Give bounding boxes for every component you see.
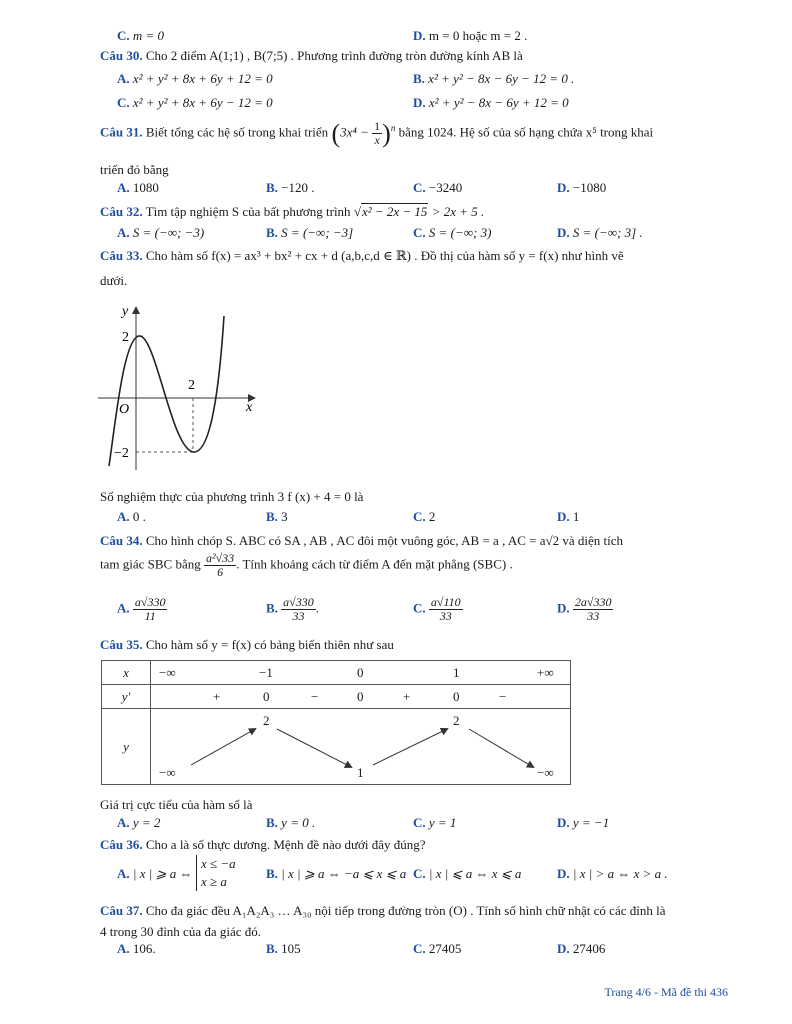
q34-option-c: C. $\frac{a√110}{33}$ xyxy=(413,595,461,623)
sign: 0 xyxy=(263,689,270,704)
row-yp-signs xyxy=(151,685,571,709)
variation-table xyxy=(101,660,571,785)
row-y-label: y xyxy=(102,709,151,785)
q30-option-a: A. x² + y² + 8x + 6y + 12 = 0 xyxy=(117,71,273,86)
q34-option-a: A. $\frac{a√330}{11}$ xyxy=(117,595,166,623)
q35-option-c: C. y = 1 xyxy=(413,815,457,830)
sign: − xyxy=(311,689,319,704)
q32-stem: Câu 32. Tìm tập nghiệm S của bất phương trình √x² − 2x − 15 > 2x + 5 . xyxy=(100,204,485,219)
row-x-label: x xyxy=(102,661,151,685)
q33-option-b: B. 3 xyxy=(266,509,288,524)
y-val: 1 xyxy=(357,765,364,780)
q37-stem-line2: 4 trong 30 đỉnh của đa giác đó. xyxy=(100,924,262,939)
sign: + xyxy=(403,689,411,704)
q32-option-b: B. S = (−∞; −3] xyxy=(266,225,354,240)
x-val: 1 xyxy=(453,665,460,680)
q36-stem: Câu 36. Cho a là số thực dương. Mệnh đề nào dưới đây đúng? xyxy=(100,837,426,852)
q33-option-d: D. 1 xyxy=(557,509,580,524)
q35-stem: Câu 35. Cho hàm số y = f(x) có bảng biến thiên như sau xyxy=(100,637,394,652)
arrow-up xyxy=(373,729,447,765)
q31-option-c: C. −3240 xyxy=(413,180,463,195)
q29-option-c: C. m = 0 xyxy=(117,28,165,43)
row-x-values xyxy=(151,661,571,685)
arrow-down xyxy=(277,729,351,767)
row-y-values xyxy=(151,709,571,785)
origin-label: O xyxy=(119,402,130,417)
q34-stem-line2: tam giác SBC bằng $\frac{\text{a²√33}}{6}$ . Tính khoảng cách từ điểm A đến mặt phẳng (SBC) . xyxy=(100,551,513,579)
q33-option-a: A. 0 . xyxy=(117,509,146,524)
q37-option-a: A. 106. xyxy=(117,941,156,956)
q36-option-c: C. | x | ⩽ a ⇔ x ⩽ a xyxy=(413,866,522,881)
page-footer: Trang 4/6 - Mã đề thi 436 xyxy=(604,985,728,999)
q33-stem-line2: dưới. xyxy=(100,273,128,288)
arrow-up xyxy=(191,729,255,765)
q36-option-a-cases: x ≤ −a x ≥ a xyxy=(196,855,236,891)
x-val: −∞ xyxy=(159,665,176,680)
q30-option-c: C. x² + y² + 8x + 6y − 12 = 0 xyxy=(117,95,273,110)
y-val: −∞ xyxy=(159,765,176,780)
cubic-graph xyxy=(96,298,264,473)
q34-option-d: D. $\frac{2a√330}{33}$ xyxy=(557,595,612,623)
sign: 0 xyxy=(357,689,364,704)
q36-option-b: B. | x | ⩾ a ⇔ −a ⩽ x ⩽ a xyxy=(266,866,407,881)
q31-option-a: A. 1080 xyxy=(117,180,159,195)
x-val: −1 xyxy=(259,665,273,680)
q33-stem: Câu 33. Cho hàm số f(x) = ax³ + bx² + cx + d (a,b,c,d ∈ ℝ) . Đồ thị của hàm số y = f(x) như hình vẽ xyxy=(100,248,624,263)
y-axis-label: y xyxy=(122,304,129,319)
q34-option-b: B. $\frac{a√330}{33}$ . xyxy=(266,595,320,623)
y-val: 2 xyxy=(453,713,460,728)
x-val: +∞ xyxy=(537,665,554,680)
sign: + xyxy=(213,689,221,704)
q31-option-d: D. −1080 xyxy=(557,180,607,195)
q36-option-d: D. | x | > a ⇔ x > a . xyxy=(557,866,668,881)
row-yp-label: y′ xyxy=(102,685,151,709)
q36-option-a: A. | x | ⩾ a ⇔ xyxy=(117,866,193,881)
q37-option-d: D. 27406 xyxy=(557,941,606,956)
q34-stem: Câu 34. Cho hình chóp S. ABC có SA , AB , AC đôi một vuông góc, AB = a , AC = a√2 và diện tích xyxy=(100,533,624,548)
q32-option-c: C. S = (−∞; 3) xyxy=(413,225,492,240)
q32-option-a: A. S = (−∞; −3) xyxy=(117,225,205,240)
tick-x-2: 2 xyxy=(188,378,195,393)
q37-stem: Câu 37. Cho đa giác đều A₁A₂A₃ … A₃₀ nội tiếp trong đường tròn (O) . Tính số hình chữ nhật có các đỉnh là xyxy=(100,903,666,918)
q31-stem-line2: triển đó bằng xyxy=(100,162,169,177)
x-val: 0 xyxy=(357,665,364,680)
q30-option-d: D. x² + y² − 8x − 6y + 12 = 0 xyxy=(413,95,569,110)
sign: − xyxy=(499,689,507,704)
q32-option-d: D. S = (−∞; 3] . xyxy=(557,225,643,240)
q30-stem: Câu 30. Cho 2 điểm A(1;1) , B(7;5) . Phương trình đường tròn đường kính AB là xyxy=(100,48,523,63)
x-axis-label: x xyxy=(246,400,253,415)
tick-y-2: 2 xyxy=(122,330,129,345)
tick-y-neg2: −2 xyxy=(114,446,129,461)
q35-question: Giá trị cực tiểu của hàm số là xyxy=(100,797,253,812)
sign: 0 xyxy=(453,689,460,704)
q35-option-d: D. y = −1 xyxy=(557,815,610,830)
q37-option-c: C. 27405 xyxy=(413,941,462,956)
q31-stem: Câu 31. Biết tổng các hệ số trong khai triển (3x⁴ − $\frac{1}{x}$ )$^n$ bằng 1024. Hệ số của số hạng chứa x⁵ trong khai xyxy=(100,119,654,148)
y-val: −∞ xyxy=(537,765,554,780)
q37-option-b: B. 105 xyxy=(266,941,301,956)
q35-option-a: A. y = 2 xyxy=(117,815,161,830)
variation-arrows xyxy=(151,709,571,785)
y-val: 2 xyxy=(263,713,270,728)
arrow-down xyxy=(469,729,533,767)
q29-option-d: D. m = 0 hoặc m = 2 . xyxy=(413,28,528,43)
q35-option-b: B. y = 0 . xyxy=(266,815,316,830)
q33-option-c: C. 2 xyxy=(413,509,436,524)
q31-option-b: B. −120 . xyxy=(266,180,315,195)
q33-question: Số nghiệm thực của phương trình 3 f (x) + 4 = 0 là xyxy=(100,489,364,504)
q30-option-b: B. x² + y² − 8x − 6y − 12 = 0 . xyxy=(413,71,575,86)
